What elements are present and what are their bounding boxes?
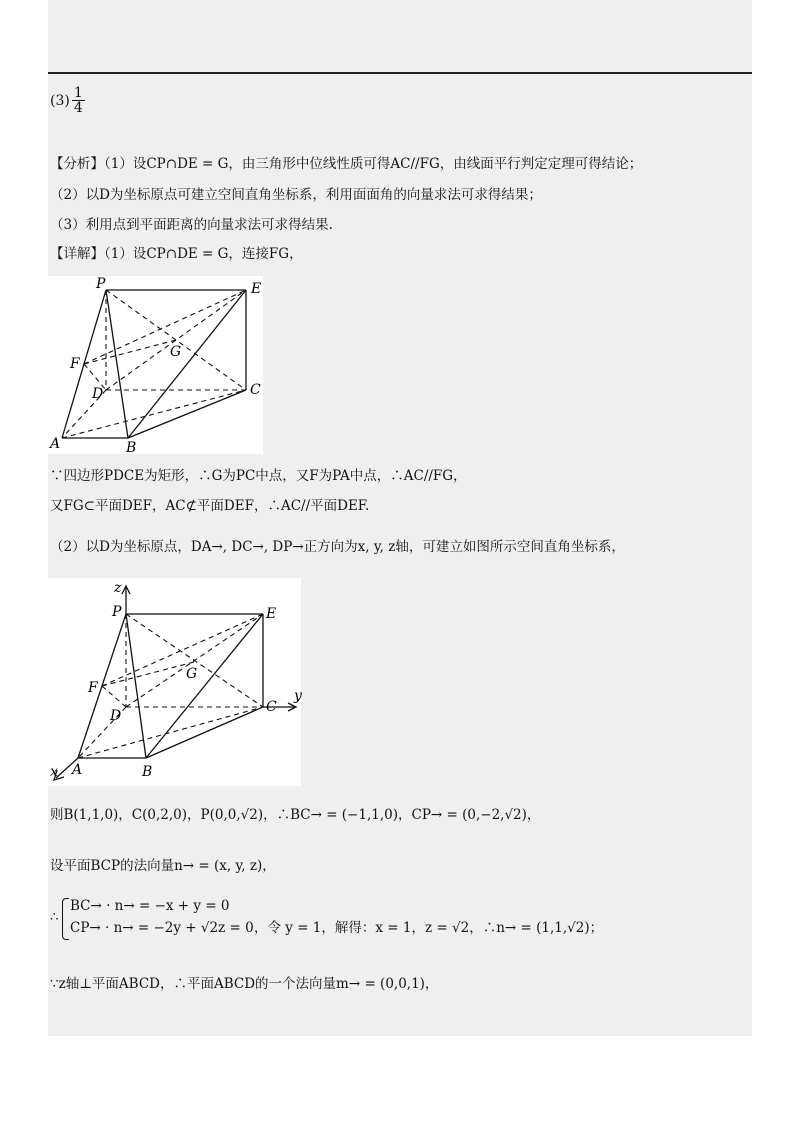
fig1-label-B: B	[126, 440, 137, 456]
fig2-label-A: A	[72, 762, 83, 778]
detail-line-3: 又FG⊂平面DEF，AC⊄平面DEF，∴AC//平面DEF.	[50, 498, 370, 514]
analysis-line-3: （3）利用点到平面距离的向量求法可求得结果.	[50, 217, 333, 233]
fig2-label-C: C	[266, 699, 277, 715]
fraction-denominator: 4	[73, 100, 83, 116]
part3-answer	[50, 86, 85, 115]
fig1-label-D: D	[92, 386, 104, 402]
fig1-label-F: F	[70, 356, 80, 372]
detail-line-1: 【详解】（1）设CP∩DE = G，连接FG，	[50, 246, 303, 262]
fig1-label-P: P	[96, 276, 106, 292]
system-brace	[62, 898, 69, 940]
detail-line-6: 设平面BCP的法向量n→ = (x, y, z)，	[50, 858, 276, 874]
fig2-label-F: F	[88, 680, 98, 696]
fig2-label-P: P	[112, 604, 122, 620]
analysis-line-1: 【分析】（1）设CP∩DE = G，由三角形中位线性质可得AC//FG，由线面平行判定定理可得结论；	[50, 156, 643, 172]
fig2-label-G: G	[186, 666, 198, 682]
fraction-numerator: 1	[73, 85, 83, 101]
document-page	[48, 0, 752, 1036]
figure-2-coordinate-prism	[48, 578, 301, 786]
system-lead: ∴	[50, 909, 59, 925]
fig2-label-x: x	[50, 764, 58, 780]
detail-line-8: ∵z轴⊥平面ABCD，∴平面ABCD的一个法向量m→ = (0,0,1)，	[50, 976, 439, 992]
system-solution: ，令 y = 1，解得：x = 1，z = √2，∴n→ = (1,1,√2)；	[254, 920, 604, 936]
figure-1-prism	[48, 276, 263, 454]
fig1-label-E: E	[251, 281, 262, 297]
fig2-label-y: y	[294, 688, 302, 704]
fig2-label-E: E	[266, 606, 277, 622]
fig1-label-C: C	[250, 382, 261, 398]
fig2-label-B: B	[142, 764, 153, 780]
fig1-label-G: G	[170, 344, 182, 360]
system-equation-1: BC→ · n→ = −x + y = 0	[70, 898, 230, 914]
header-rule	[48, 72, 752, 74]
analysis-line-2: （2）以D为坐标原点可建立空间直角坐标系，利用面面角的向量求法可求得结果；	[50, 187, 542, 203]
part3-label: (3)	[50, 92, 70, 109]
detail-line-5: 则B(1,1,0)，C(0,2,0)，P(0,0,√2)，∴BC→ = (−1,1,0)，CP→ = (0,−2,√2)，	[50, 807, 541, 823]
fig2-label-z: z	[114, 580, 122, 596]
answer-fraction	[72, 86, 85, 115]
detail-line-2: ∵四边形PDCE为矩形，∴G为PC中点，又F为PA中点，∴AC//FG，	[50, 468, 467, 484]
fig2-label-D: D	[110, 708, 122, 724]
detail-line-4: （2）以D为坐标原点，DA→, DC→, DP→正方向为x, y, z轴，可建立如图所示空间直角坐标系，	[50, 539, 625, 555]
fig1-label-A: A	[50, 436, 61, 452]
system-equation-2: CP→ · n→ = −2y + √2z = 0	[70, 920, 254, 936]
